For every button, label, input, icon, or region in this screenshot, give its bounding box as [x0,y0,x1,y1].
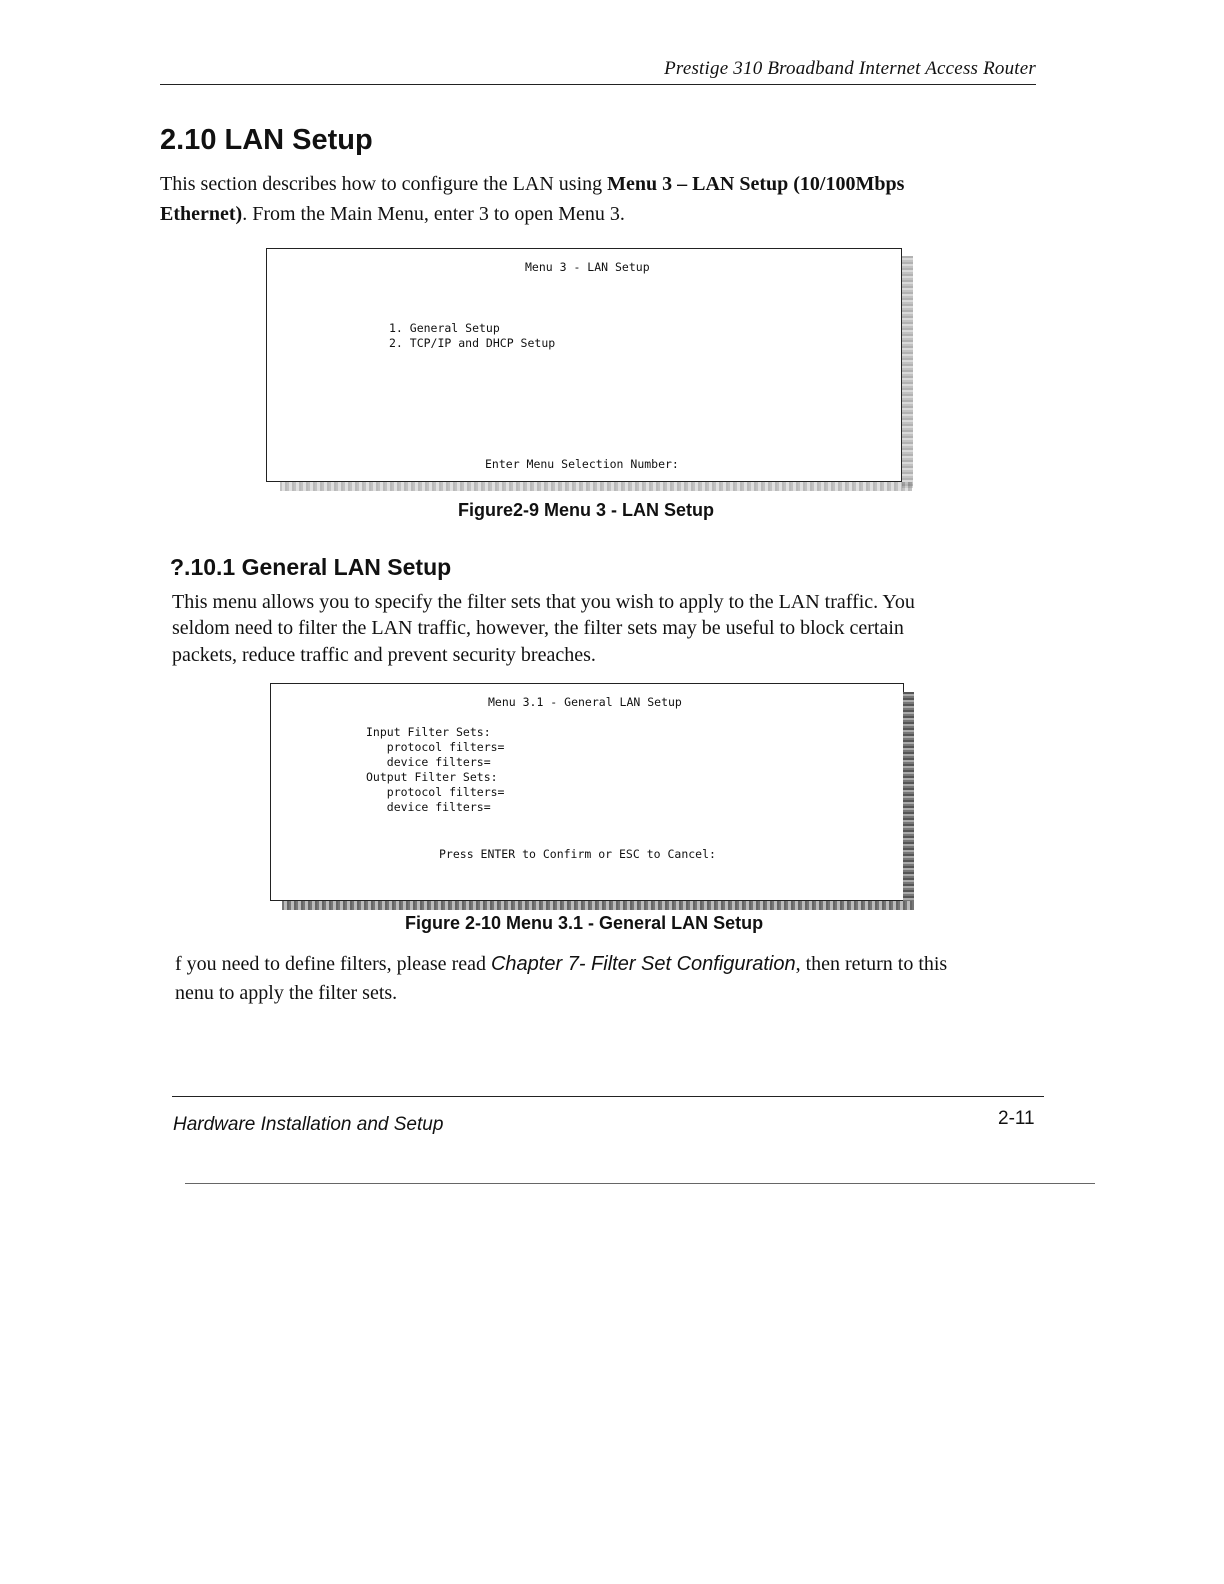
intro-bold-menu: Menu 3 – LAN Setup (10/100Mbps [607,173,905,195]
figure-2-10-caption: Figure 2-10 Menu 3.1 - General LAN Setup [405,913,764,933]
closing-line-1 [175,950,947,978]
intro-text-2: . From the Main Menu, enter 3 to open Menu 3. [242,203,625,225]
menu3-screen-shadow-bottom [280,482,912,491]
subsection-heading: ?.10.1 General LAN Setup [170,554,452,580]
subsection-line-2: seldom need to filter the LAN traffic, however, the filter sets may be useful to block certain [172,617,904,639]
menu3-prompt: Enter Menu Selection Number: [485,457,679,471]
chapter-reference: Chapter 7- Filter Set Configuration [490,953,796,975]
menu3-1-prompt: Press ENTER to Confirm or ESC to Cancel: [439,847,716,861]
section-heading: 2.10 LAN Setup [160,124,373,156]
menu3-1-screen-shadow-bottom [282,901,914,910]
input-protocol-filters-field: protocol filters= [366,740,505,754]
menu3-screen-title: Menu 3 - LAN Setup [525,260,650,274]
intro-paragraph-line-1 [160,170,904,198]
intro-bold-ethernet: Ethernet) [160,203,243,225]
closing-line-2: nenu to apply the filter sets. [175,982,398,1004]
footer-section-title: Hardware Installation and Setup [173,1114,444,1135]
output-filter-sets-label: Output Filter Sets: [366,770,498,784]
subsection-line-1: This menu allows you to specify the filter sets that you wish to apply to the LAN traffic. You [172,591,915,613]
footer-rule [172,1096,1044,1097]
menu3-1-screen-title: Menu 3.1 - General LAN Setup [488,695,682,709]
closing-text-2: , then return to this [795,953,948,975]
menu3-1-screen-shadow-right [903,692,914,902]
intro-paragraph-line-2 [160,200,625,228]
header-rule [160,84,1036,85]
menu3-screen-shadow-right [902,256,913,488]
menu3-item-1: 1. General Setup [389,321,500,335]
subsection-line-3: packets, reduce traffic and prevent security breaches. [172,644,596,666]
input-filter-sets-label: Input Filter Sets: [366,725,491,739]
menu3-item-2: 2. TCP/IP and DHCP Setup [389,336,556,350]
intro-text: This section describes how to configure the LAN using [160,173,608,195]
output-device-filters-field: device filters= [366,800,491,814]
running-header: Prestige 310 Broadband Internet Access Router [664,58,1036,79]
output-protocol-filters-field: protocol filters= [366,785,505,799]
closing-text-1: f you need to define filters, please read [175,953,491,975]
input-device-filters-field: device filters= [366,755,491,769]
bottom-scan-line [185,1183,1095,1184]
menu3-1-screen [270,683,904,901]
menu3-screen [266,248,902,482]
figure-2-9-caption: Figure2-9 Menu 3 - LAN Setup [458,500,715,520]
page-number: 2-11 [998,1108,1035,1129]
